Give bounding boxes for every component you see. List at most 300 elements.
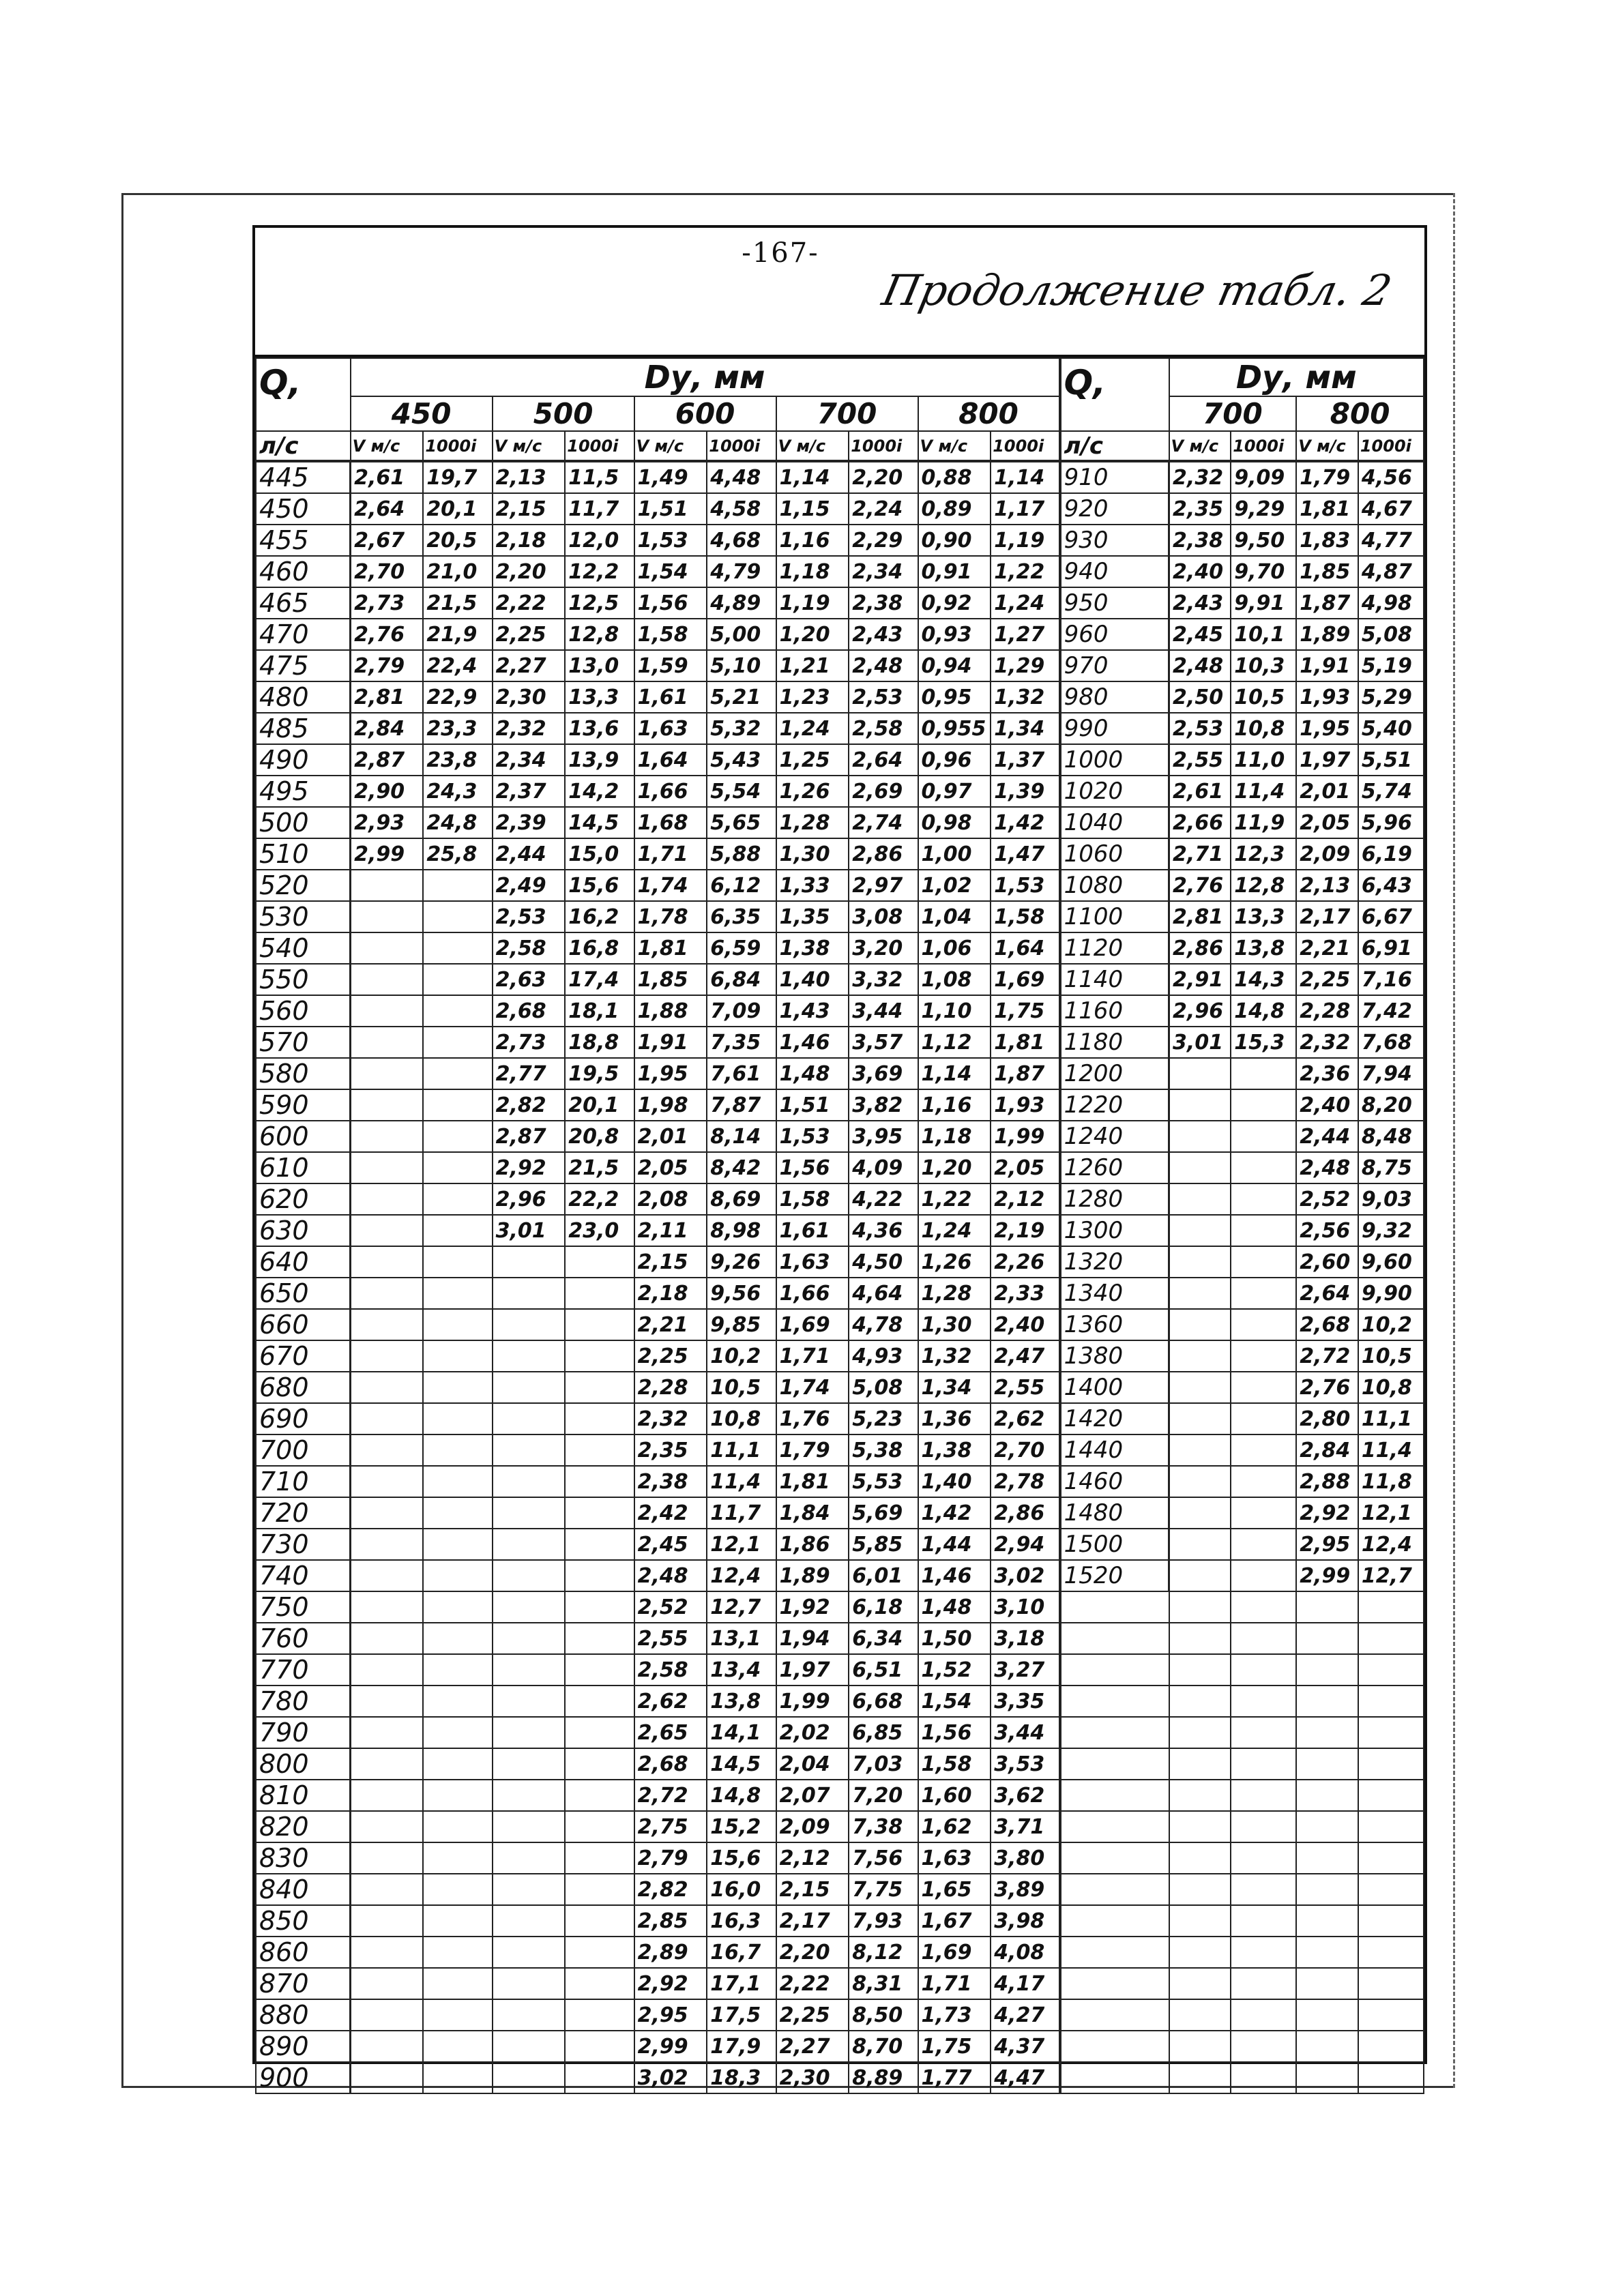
table-row <box>256 1340 1424 1372</box>
value-cell: 23,0 <box>565 1215 634 1246</box>
value-cell: 1,47 <box>991 838 1059 870</box>
value-cell: 2,12 <box>991 1183 1059 1215</box>
value-cell: 2,79 <box>351 650 424 681</box>
empty-cell <box>1169 1780 1231 1811</box>
flow-rate-cell-right: 1080 <box>1060 870 1169 901</box>
table-row <box>256 1089 1424 1121</box>
value-cell: 14,8 <box>707 1780 776 1811</box>
table-row <box>256 1466 1424 1497</box>
value-cell: 14,2 <box>565 776 634 807</box>
value-cell: 4,17 <box>991 1968 1059 1999</box>
value-cell: 1,37 <box>991 744 1059 776</box>
value-cell: 4,89 <box>707 587 776 619</box>
value-cell <box>1231 1089 1296 1121</box>
value-cell <box>1169 1152 1231 1183</box>
value-cell: 6,59 <box>707 932 776 964</box>
value-cell: 2,43 <box>1169 587 1231 619</box>
value-cell: 1,91 <box>1296 650 1358 681</box>
value-cell: 1,84 <box>776 1497 849 1529</box>
value-cell: 1,26 <box>918 1246 991 1278</box>
value-cell: 1,71 <box>918 1968 991 1999</box>
value-cell: 2,25 <box>493 619 566 650</box>
value-cell: 8,75 <box>1358 1152 1424 1183</box>
value-cell: 20,1 <box>565 1089 634 1121</box>
value-cell: 1,14 <box>918 1058 991 1089</box>
value-cell <box>423 1591 492 1623</box>
value-cell: 2,55 <box>991 1372 1059 1403</box>
table-row <box>256 493 1424 525</box>
empty-cell <box>1358 1842 1424 1874</box>
value-cell: 1,28 <box>918 1278 991 1309</box>
value-cell <box>1231 1497 1296 1529</box>
value-cell: 1,29 <box>991 650 1059 681</box>
value-cell: 1,33 <box>776 870 849 901</box>
table-row <box>256 1591 1424 1623</box>
value-cell <box>1231 1309 1296 1340</box>
value-cell <box>351 1905 424 1937</box>
value-cell <box>423 1434 492 1466</box>
value-cell: 1,73 <box>918 1999 991 2031</box>
flow-rate-cell: 790 <box>256 1717 351 1748</box>
value-cell <box>351 1215 424 1246</box>
value-cell <box>493 2062 566 2093</box>
value-cell: 4,08 <box>991 1937 1059 1968</box>
value-cell: 1,24 <box>918 1215 991 1246</box>
value-cell: 12,8 <box>565 619 634 650</box>
value-cell: 1,14 <box>776 461 849 493</box>
value-cell: 13,8 <box>707 1686 776 1717</box>
velocity-subheader: V м/с <box>1169 431 1231 461</box>
value-cell <box>351 1654 424 1686</box>
value-cell: 2,44 <box>1296 1121 1358 1152</box>
value-cell: 1,28 <box>776 807 849 838</box>
table-row <box>256 1717 1424 1748</box>
flow-rate-cell-right: 1180 <box>1060 1027 1169 1058</box>
empty-cell <box>1169 1874 1231 1905</box>
value-cell: 2,96 <box>493 1183 566 1215</box>
table-row <box>256 744 1424 776</box>
value-cell <box>493 1654 566 1686</box>
value-cell <box>1169 1309 1231 1340</box>
flow-rate-cell: 710 <box>256 1466 351 1497</box>
value-cell: 13,1 <box>707 1623 776 1654</box>
value-cell: 5,69 <box>849 1497 918 1529</box>
value-cell: 2,50 <box>1169 681 1231 713</box>
table-row <box>256 1623 1424 1654</box>
diameter-header: 700 <box>776 396 918 431</box>
value-cell: 2,80 <box>1296 1403 1358 1434</box>
value-cell: 6,18 <box>849 1591 918 1623</box>
empty-cell <box>1169 1748 1231 1780</box>
value-cell: 7,20 <box>849 1780 918 1811</box>
value-cell: 22,4 <box>423 650 492 681</box>
value-cell <box>423 1842 492 1874</box>
table-row <box>256 1152 1424 1183</box>
value-cell: 11,1 <box>1358 1403 1424 1434</box>
empty-cell <box>1358 1874 1424 1905</box>
value-cell: 2,76 <box>1296 1372 1358 1403</box>
value-cell: 0,91 <box>918 556 991 587</box>
value-cell: 1,25 <box>776 744 849 776</box>
empty-cell <box>1169 2031 1231 2062</box>
value-cell: 1,27 <box>991 619 1059 650</box>
value-cell <box>493 1466 566 1497</box>
value-cell: 2,92 <box>1296 1497 1358 1529</box>
flow-rate-cell-right: 1440 <box>1060 1434 1169 1466</box>
value-cell: 1,18 <box>918 1121 991 1152</box>
flow-rate-cell: 900 <box>256 2062 351 2093</box>
value-cell: 2,18 <box>493 525 566 556</box>
value-cell: 10,2 <box>1358 1309 1424 1340</box>
value-cell <box>423 1058 492 1089</box>
value-cell: 2,04 <box>776 1748 849 1780</box>
value-cell: 1,30 <box>918 1309 991 1340</box>
value-cell: 9,29 <box>1231 493 1296 525</box>
value-cell <box>351 1309 424 1340</box>
value-cell: 2,66 <box>1169 807 1231 838</box>
value-cell: 18,1 <box>565 995 634 1027</box>
value-cell: 2,45 <box>1169 619 1231 650</box>
empty-cell <box>1169 1905 1231 1937</box>
empty-cell <box>1296 1937 1358 1968</box>
value-cell: 3,02 <box>991 1560 1059 1591</box>
flow-rate-cell: 820 <box>256 1811 351 1842</box>
value-cell: 2,42 <box>634 1497 707 1529</box>
diameter-header: 500 <box>493 396 634 431</box>
value-cell: 4,37 <box>991 2031 1059 2062</box>
empty-cell <box>1231 1968 1296 1999</box>
value-cell: 1,50 <box>918 1623 991 1654</box>
value-cell: 1,32 <box>918 1340 991 1372</box>
value-cell: 0,96 <box>918 744 991 776</box>
value-cell: 2,08 <box>634 1183 707 1215</box>
flow-rate-cell: 800 <box>256 1748 351 1780</box>
value-cell: 2,70 <box>991 1434 1059 1466</box>
value-cell: 0,93 <box>918 619 991 650</box>
empty-cell <box>1169 2062 1231 2093</box>
value-cell <box>565 1591 634 1623</box>
flow-rate-cell-right: 1120 <box>1060 932 1169 964</box>
table-row <box>256 1121 1424 1152</box>
value-cell: 2,71 <box>1169 838 1231 870</box>
value-cell <box>351 1780 424 1811</box>
value-cell: 1,85 <box>1296 556 1358 587</box>
flow-rate-cell: 570 <box>256 1027 351 1058</box>
value-cell <box>423 1466 492 1497</box>
flow-rate-cell: 485 <box>256 713 351 744</box>
value-cell: 1,21 <box>776 650 849 681</box>
value-cell: 6,43 <box>1358 870 1424 901</box>
value-cell <box>423 1968 492 1999</box>
value-cell <box>565 1623 634 1654</box>
value-cell: 2,56 <box>1296 1215 1358 1246</box>
value-cell: 2,22 <box>493 587 566 619</box>
value-cell <box>1231 1529 1296 1560</box>
value-cell: 1,69 <box>991 964 1059 995</box>
value-cell: 1,53 <box>991 870 1059 901</box>
value-cell: 2,99 <box>634 2031 707 2062</box>
value-cell: 1,85 <box>634 964 707 995</box>
value-cell: 1,51 <box>634 493 707 525</box>
value-cell: 5,53 <box>849 1466 918 1497</box>
flow-rate-cell-right: 920 <box>1060 493 1169 525</box>
value-cell: 8,42 <box>707 1152 776 1183</box>
table-row <box>256 1874 1424 1905</box>
value-cell: 6,91 <box>1358 932 1424 964</box>
flow-rate-cell-right: 1260 <box>1060 1152 1169 1183</box>
empty-cell <box>1060 1654 1169 1686</box>
value-cell <box>1231 1466 1296 1497</box>
value-cell: 2,99 <box>1296 1560 1358 1591</box>
value-cell <box>493 1309 566 1340</box>
empty-cell <box>1060 1748 1169 1780</box>
table-row <box>256 713 1424 744</box>
value-cell: 2,70 <box>351 556 424 587</box>
value-cell: 1,48 <box>776 1058 849 1089</box>
value-cell <box>351 964 424 995</box>
value-cell: 2,68 <box>1296 1309 1358 1340</box>
empty-cell <box>1231 2062 1296 2093</box>
value-cell <box>1231 1434 1296 1466</box>
empty-cell <box>1169 1686 1231 1717</box>
flow-rate-cell-right: 990 <box>1060 713 1169 744</box>
flow-rate-cell-right: 1280 <box>1060 1183 1169 1215</box>
value-cell: 3,01 <box>1169 1027 1231 1058</box>
value-cell: 5,19 <box>1358 650 1424 681</box>
velocity-subheader: V м/с <box>1296 431 1358 461</box>
value-cell <box>423 2031 492 2062</box>
value-cell: 2,88 <box>1296 1466 1358 1497</box>
value-cell: 7,16 <box>1358 964 1424 995</box>
value-cell <box>1169 1466 1231 1497</box>
value-cell: 4,87 <box>1358 556 1424 587</box>
empty-cell <box>1358 1748 1424 1780</box>
value-cell: 0,95 <box>918 681 991 713</box>
value-cell: 7,94 <box>1358 1058 1424 1089</box>
value-cell: 1,40 <box>918 1466 991 1497</box>
page-number: -167- <box>742 237 819 269</box>
value-cell: 0,88 <box>918 461 991 493</box>
table-row <box>256 932 1424 964</box>
value-cell: 5,38 <box>849 1434 918 1466</box>
flow-rate-cell: 490 <box>256 744 351 776</box>
value-cell: 2,13 <box>1296 870 1358 901</box>
flow-rate-cell-right: 1500 <box>1060 1529 1169 1560</box>
value-cell: 22,2 <box>565 1183 634 1215</box>
diameter-header: 600 <box>634 396 776 431</box>
value-cell <box>423 964 492 995</box>
value-cell <box>493 1623 566 1654</box>
value-cell: 1,81 <box>1296 493 1358 525</box>
value-cell: 0,89 <box>918 493 991 525</box>
value-cell: 1,14 <box>991 461 1059 493</box>
flow-rate-cell: 540 <box>256 932 351 964</box>
table-row <box>256 995 1424 1027</box>
value-cell: 5,85 <box>849 1529 918 1560</box>
value-cell: 1,38 <box>918 1434 991 1466</box>
table-row <box>256 1654 1424 1686</box>
value-cell <box>351 1152 424 1183</box>
empty-cell <box>1169 1717 1231 1748</box>
value-cell: 2,15 <box>634 1246 707 1278</box>
value-cell: 1,48 <box>918 1591 991 1623</box>
value-cell: 12,7 <box>1358 1560 1424 1591</box>
value-cell: 2,09 <box>1296 838 1358 870</box>
value-cell: 9,26 <box>707 1246 776 1278</box>
flow-rate-cell: 740 <box>256 1560 351 1591</box>
value-cell: 16,3 <box>707 1905 776 1937</box>
value-cell: 5,08 <box>849 1372 918 1403</box>
value-cell: 2,90 <box>351 776 424 807</box>
value-cell: 1,94 <box>776 1623 849 1654</box>
velocity-subheader: V м/с <box>918 431 991 461</box>
value-cell: 1,24 <box>776 713 849 744</box>
value-cell <box>351 1121 424 1152</box>
value-cell: 2,84 <box>1296 1434 1358 1466</box>
value-cell: 7,75 <box>849 1874 918 1905</box>
value-cell: 1,04 <box>918 901 991 932</box>
value-cell: 2,44 <box>493 838 566 870</box>
value-cell <box>423 1340 492 1372</box>
value-cell: 4,98 <box>1358 587 1424 619</box>
empty-cell <box>1358 1717 1424 1748</box>
value-cell: 21,9 <box>423 619 492 650</box>
table-row <box>256 1309 1424 1340</box>
value-cell <box>1231 1215 1296 1246</box>
value-cell: 1,22 <box>991 556 1059 587</box>
value-cell: 8,31 <box>849 1968 918 1999</box>
value-cell: 10,5 <box>1358 1340 1424 1372</box>
value-cell: 19,7 <box>423 461 492 493</box>
table-row <box>256 1748 1424 1780</box>
value-cell: 2,97 <box>849 870 918 901</box>
value-cell: 1,62 <box>918 1811 991 1842</box>
empty-cell <box>1296 1811 1358 1842</box>
empty-cell <box>1169 1937 1231 1968</box>
value-cell <box>493 1246 566 1278</box>
value-cell: 0,98 <box>918 807 991 838</box>
empty-cell <box>1296 1842 1358 1874</box>
headloss-subheader: 1000i <box>565 431 634 461</box>
value-cell: 2,26 <box>991 1246 1059 1278</box>
value-cell: 3,89 <box>991 1874 1059 1905</box>
flow-rate-cell: 580 <box>256 1058 351 1089</box>
value-cell: 1,38 <box>776 932 849 964</box>
value-cell <box>1169 1278 1231 1309</box>
flow-rate-cell: 520 <box>256 870 351 901</box>
table-row <box>256 1905 1424 1937</box>
flow-rate-cell-right: 1220 <box>1060 1089 1169 1121</box>
value-cell: 1,87 <box>991 1058 1059 1089</box>
value-cell: 1,56 <box>634 587 707 619</box>
value-cell: 10,5 <box>707 1372 776 1403</box>
value-cell: 15,2 <box>707 1811 776 1842</box>
value-cell <box>351 1497 424 1529</box>
value-cell: 2,36 <box>1296 1058 1358 1089</box>
flow-rate-cell: 750 <box>256 1591 351 1623</box>
flow-rate-cell: 640 <box>256 1246 351 1278</box>
value-cell: 1,53 <box>634 525 707 556</box>
value-cell: 1,49 <box>634 461 707 493</box>
q-unit: л/с <box>256 431 351 461</box>
flow-rate-cell-right: 1340 <box>1060 1278 1169 1309</box>
value-cell: 1,61 <box>776 1215 849 1246</box>
value-cell <box>1169 1497 1231 1529</box>
value-cell <box>351 1874 424 1905</box>
value-cell <box>493 1497 566 1529</box>
value-cell: 2,28 <box>1296 995 1358 1027</box>
value-cell: 2,30 <box>493 681 566 713</box>
value-cell: 7,56 <box>849 1842 918 1874</box>
value-cell <box>493 1340 566 1372</box>
value-cell: 2,34 <box>493 744 566 776</box>
value-cell: 1,44 <box>918 1529 991 1560</box>
value-cell: 8,69 <box>707 1183 776 1215</box>
value-cell <box>351 1466 424 1497</box>
value-cell: 2,18 <box>634 1278 707 1309</box>
value-cell: 1,35 <box>776 901 849 932</box>
value-cell: 12,1 <box>1358 1497 1424 1529</box>
value-cell: 3,35 <box>991 1686 1059 1717</box>
value-cell <box>351 1529 424 1560</box>
value-cell <box>423 901 492 932</box>
value-cell: 1,52 <box>918 1654 991 1686</box>
flow-rate-cell: 780 <box>256 1686 351 1717</box>
value-cell: 2,27 <box>776 2031 849 2062</box>
value-cell <box>423 1215 492 1246</box>
value-cell: 15,6 <box>707 1842 776 1874</box>
value-cell: 21,5 <box>423 587 492 619</box>
value-cell: 20,8 <box>565 1121 634 1152</box>
value-cell: 2,39 <box>493 807 566 838</box>
value-cell <box>423 1686 492 1717</box>
value-cell: 1,19 <box>776 587 849 619</box>
empty-cell <box>1231 1591 1296 1623</box>
value-cell: 2,20 <box>493 556 566 587</box>
value-cell: 22,9 <box>423 681 492 713</box>
value-cell <box>351 995 424 1027</box>
value-cell: 11,0 <box>1231 744 1296 776</box>
flow-rate-cell: 810 <box>256 1780 351 1811</box>
value-cell: 3,95 <box>849 1121 918 1152</box>
value-cell: 6,68 <box>849 1686 918 1717</box>
value-cell: 1,89 <box>776 1560 849 1591</box>
headloss-subheader: 1000i <box>707 431 776 461</box>
value-cell <box>565 1434 634 1466</box>
value-cell <box>423 1999 492 2031</box>
value-cell: 3,82 <box>849 1089 918 1121</box>
empty-cell <box>1060 1842 1169 1874</box>
value-cell: 13,3 <box>1231 901 1296 932</box>
value-cell: 2,43 <box>849 619 918 650</box>
q-header-right: Q, <box>1060 358 1169 431</box>
page-edge-line <box>1453 193 1455 2088</box>
value-cell: 4,68 <box>707 525 776 556</box>
value-cell: 2,58 <box>493 932 566 964</box>
value-cell: 2,27 <box>493 650 566 681</box>
value-cell: 1,34 <box>991 713 1059 744</box>
value-cell <box>565 1717 634 1748</box>
value-cell: 1,75 <box>991 995 1059 1027</box>
table-row <box>256 1372 1424 1403</box>
value-cell: 2,01 <box>1296 776 1358 807</box>
value-cell: 20,5 <box>423 525 492 556</box>
empty-cell <box>1060 1780 1169 1811</box>
value-cell <box>351 1842 424 1874</box>
value-cell: 7,87 <box>707 1089 776 1121</box>
value-cell: 4,78 <box>849 1309 918 1340</box>
value-cell: 2,32 <box>493 713 566 744</box>
